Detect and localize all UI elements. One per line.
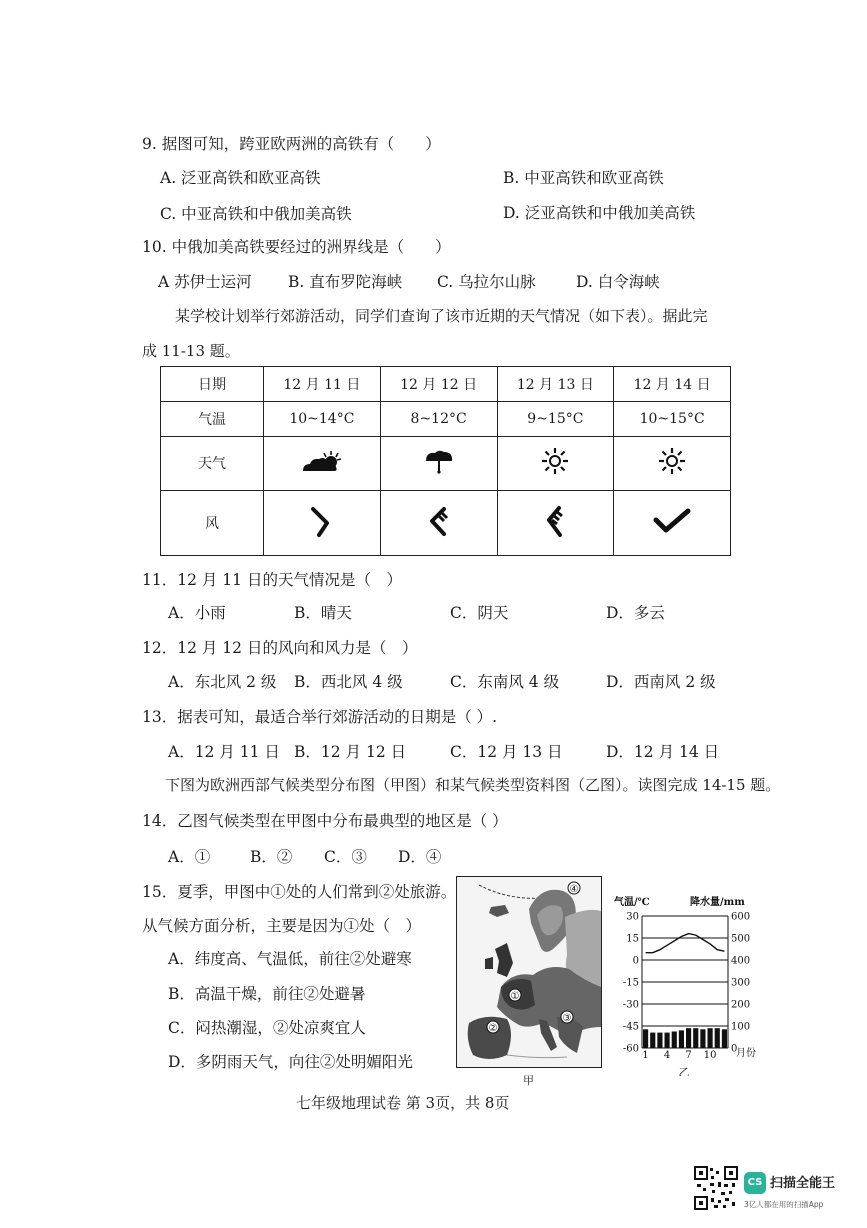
weather-cell [614,436,731,491]
temp-cell: 10~15°C [614,401,731,436]
climate-temp-tick: -45 [622,1021,639,1033]
sunny-icon [658,447,686,475]
wind-symbol-icon [651,506,693,536]
climate-temp-tick: 30 [626,911,639,923]
cloudy-icon [300,449,344,473]
light-rain-icon [422,448,456,474]
date-cell: 12 月 14 日 [614,367,731,402]
climate-month-tick: 7 [685,1050,692,1061]
wind-cell [497,491,614,556]
climate-precip-bar [643,1029,648,1048]
camscanner-title: 扫描全能王 [770,1176,836,1191]
climate-temp-tick: 15 [626,933,639,945]
weather-cell [497,436,614,491]
weather-cell [380,436,497,491]
wind-cell [380,491,497,556]
table-row-temp [161,401,731,436]
q12-option-b: B．西北风 4 级 [294,673,403,691]
climate-temp-tick: 0 [632,955,639,967]
map-label-4: ④ [569,884,579,895]
climate-precip-tick: 600 [731,911,751,923]
qr-code-icon [694,1166,738,1210]
table-row-weather [161,436,731,491]
q15-option-a: A．纬度高、气温低，前往②处避寒 [168,950,412,968]
climate-precip-bar [657,1033,662,1048]
q10-option-c: C. 乌拉尔山脉 [437,273,536,291]
page-footer: 七年级地理试卷 第 3页，共 8页 [296,1094,510,1112]
climate-precip-bar [700,1029,705,1048]
q9-option-a: A. 泛亚高铁和欧亚高铁 [160,169,321,187]
europe-climate-map [456,876,602,1068]
climate-temp-axis-label: 气温/℃ [614,897,650,908]
q10-option-b: B. 直布罗陀海峡 [288,273,403,291]
map-label-1: ① [510,991,520,1002]
q15-option-b: B．高温干燥，前往②处避暑 [168,985,366,1003]
climate-month-tick: 10 [703,1050,717,1061]
climate-chart [612,894,758,1076]
climate-month-tick: 1 [642,1050,649,1061]
climate-precip-bar [693,1028,698,1048]
q14-option-d: D．④ [398,848,442,866]
q15-option-c: C．闷热潮湿，②处凉爽宜人 [168,1019,366,1037]
row-label-temp: 气温 [161,401,264,436]
q14-option-a: A．① [168,848,211,866]
wind-cell [614,491,731,556]
camscanner-subtitle: 3亿人都在用的扫描App [744,1200,824,1209]
climate-precip-bar [679,1030,684,1048]
climate-temp-tick: -15 [622,977,639,989]
climate-precip-bar [665,1033,670,1048]
climate-precip-tick: 300 [731,977,751,989]
climate-precip-tick: 0 [731,1043,738,1055]
europe-map-graphic [457,877,601,1067]
temp-cell: 8~12°C [380,401,497,436]
q9-option-c: C. 中亚高铁和中俄加美高铁 [160,205,352,223]
q12-option-c: C．东南风 4 级 [450,673,560,691]
q12-stem: 12．12 月 12 日的风向和风力是（ ） [142,639,418,657]
q11-stem: 11．12 月 11 日的天气情况是（ ） [142,571,402,589]
climate-temp-line [646,934,725,953]
climate-month-tick: 4 [663,1050,671,1061]
row-label-weather: 天气 [161,436,264,491]
q14-option-c: C．③ [324,848,367,866]
q15-stem-line2: 从气候方面分析，主要是因为①处（ ） [142,917,422,935]
q14-option-b: B．② [250,848,293,866]
q12-option-a: A．东北风 2 级 [168,673,277,691]
climate-precip-bar [715,1028,720,1048]
q9-stem: 9. 据图可知，跨亚欧两洲的高铁有（ ） [142,135,441,153]
climate-precip-bars [643,1028,727,1048]
q13-option-d: D．12 月 14 日 [606,743,720,761]
row-label-date: 日期 [161,367,264,402]
temp-cell: 9~15°C [497,401,614,436]
q13-option-c: C．12 月 13 日 [450,743,563,761]
intro-11-13-line2: 成 11-13 题。 [142,342,240,360]
q13-option-b: B．12 月 12 日 [294,743,407,761]
q11-option-d: D．多云 [606,604,665,622]
climate-precip-tick: 200 [731,999,751,1011]
q15-stem-line1: 15．夏季，甲图中①处的人们常到②处旅游。 [142,883,457,901]
row-label-wind: 风 [161,491,264,556]
temp-cell: 10~14°C [264,401,381,436]
table-row-wind [161,491,731,556]
climate-precip-bar [672,1032,677,1049]
q11-option-b: B．晴天 [294,604,352,622]
q13-option-a: A．12 月 11 日 [168,743,280,761]
wind-symbol-icon [540,504,570,538]
climate-temp-tick: -60 [622,1043,639,1055]
wind-symbol-icon [424,504,454,538]
q10-stem: 10. 中俄加美高铁要经过的洲界线是（ ） [142,238,451,256]
climate-caption: 乙 [678,1066,690,1076]
map-caption: 甲 [523,1074,534,1087]
q10-option-d: D. 白令海峡 [576,273,660,291]
q9-option-d: D. 泛亚高铁和中俄加美高铁 [503,204,696,222]
wind-cell [264,491,381,556]
climate-precip-tick: 400 [731,955,751,967]
climate-month-ticks [642,1050,716,1061]
climate-precip-bar [650,1033,655,1048]
q11-option-c: C．阴天 [450,604,509,622]
q10-option-a: A 苏伊士运河 [158,273,252,291]
table-row-date [161,367,731,402]
climate-precip-tick: 100 [731,1021,751,1033]
weather-cell [264,436,381,491]
date-cell: 12 月 11 日 [264,367,381,402]
q14-stem: 14．乙图气候类型在甲图中分布最典型的地区是（ ） [142,812,508,830]
climate-left-ticks [623,912,639,1055]
intro-11-13-line1: 某学校计划举行郊游活动，同学们查询了该市近期的天气情况（如下表）。据此完 [175,307,708,325]
wind-symbol-icon [307,504,337,538]
climate-temp-tick: -30 [622,999,639,1011]
date-cell: 12 月 13 日 [497,367,614,402]
q15-option-d: D．多阴雨天气，向往②处明媚阳光 [168,1053,413,1071]
climate-month-unit: 月份 [736,1048,756,1059]
sunny-icon [541,447,569,475]
q11-option-a: A．小雨 [168,604,226,622]
climate-right-ticks [731,912,750,1055]
camscanner-logo-icon: CS [744,1172,766,1194]
q9-option-b: B. 中亚高铁和欧亚高铁 [503,169,664,187]
weather-table [160,366,731,556]
q12-option-d: D．西南风 2 级 [606,673,716,691]
climate-precip-bar [686,1028,691,1048]
map-label-2: ② [488,1023,498,1034]
date-cell: 12 月 12 日 [380,367,497,402]
climate-precip-bar [708,1028,713,1048]
climate-precip-bar [722,1029,727,1048]
intro-14-15: 下图为欧洲西部气候类型分布图（甲图）和某气候类型资料图（乙图）。读图完成 14-15 题。 [165,776,781,794]
map-label-3: ③ [562,1013,572,1024]
climate-precip-axis-label: 降水量/mm [690,897,745,908]
climate-precip-tick: 500 [731,933,751,945]
q13-stem: 13．据表可知，最适合举行郊游活动的日期是（ ）. [142,708,498,726]
